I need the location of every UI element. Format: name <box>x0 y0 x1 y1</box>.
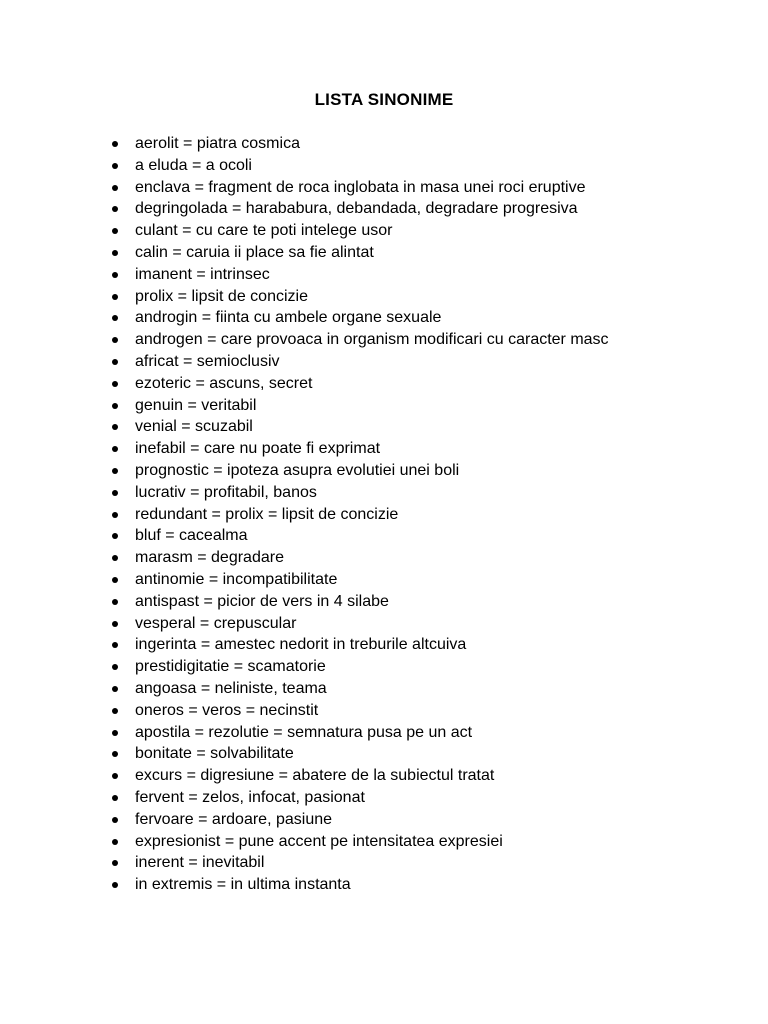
list-item-text: marasm = degradare <box>135 549 284 567</box>
list-item-text: bonitate = solvabilitate <box>135 745 294 763</box>
list-item-text: oneros = veros = necinstit <box>135 701 319 719</box>
bullet-icon <box>112 446 118 452</box>
list-item-text: vesperal = crepuscular <box>135 614 297 632</box>
list-item-text: ezoteric = ascuns, secret <box>135 374 313 392</box>
list-item-text: angoasa = neliniste, teama <box>135 679 327 697</box>
list-item-text: calin = caruia ii place sa fie alintat <box>135 243 374 261</box>
bullet-icon <box>112 228 118 234</box>
list-item-text: bluf = cacealma <box>135 527 248 545</box>
list-item-text: aerolit = piatra cosmica <box>135 135 300 152</box>
bullet-icon <box>112 686 118 692</box>
list-item-text: antispast = picior de vers in 4 silabe <box>135 592 389 610</box>
bullet-icon <box>112 795 118 801</box>
bullet-icon <box>112 403 118 409</box>
bullet-icon <box>112 860 118 866</box>
bullet-icon <box>112 817 118 823</box>
bullet-icon <box>112 533 118 539</box>
list-item-text: expresionist = pune accent pe intensitatea expresiei <box>135 832 503 850</box>
bullet-icon <box>112 315 118 321</box>
page-title: LISTA SINONIME <box>314 90 454 109</box>
list-item-text: androgen = care provoaca in organism modificari cu caracter masc <box>135 331 609 349</box>
list-item-text: imanent = intrinsec <box>135 265 270 283</box>
bullet-icon <box>112 621 118 627</box>
bullet-icon <box>112 839 118 845</box>
bullet-icon <box>112 555 118 561</box>
list-item-text: culant = cu care te poti intelege usor <box>135 222 393 240</box>
list-item-text: inerent = inevitabil <box>135 854 265 872</box>
list-item-text: prolix = lipsit de concizie <box>135 287 308 305</box>
list-item-text: genuin = veritabil <box>135 396 257 414</box>
bullet-icon <box>112 359 118 365</box>
bullet-icon <box>112 163 118 169</box>
list-item-text: prognostic = ipoteza asupra evolutiei unei boli <box>135 461 460 479</box>
bullet-icon <box>112 337 118 343</box>
list-item-text: excurs = digresiune = abatere de la subiectul tratat <box>135 767 495 785</box>
bullet-icon <box>112 272 118 278</box>
bullet-icon <box>112 730 118 736</box>
list-item-text: antinomie = incompatibilitate <box>135 570 338 588</box>
bullet-icon <box>112 468 118 474</box>
bullet-icon <box>112 773 118 779</box>
bullet-icon <box>112 882 118 888</box>
list-item-text: androgin = fiinta cu ambele organe sexuale <box>135 309 442 327</box>
list-item-text: prestidigitatie = scamatorie <box>135 658 326 676</box>
list-item-text: apostila = rezolutie = semnatura pusa pe un act <box>135 723 473 741</box>
bullet-icon <box>112 294 118 300</box>
bullet-icon <box>112 250 118 256</box>
bullet-icon <box>112 599 118 605</box>
bullet-icon <box>112 185 118 191</box>
bullet-icon <box>112 141 118 147</box>
list-item-text: degringolada = harababura, debandada, degradare progresiva <box>135 200 578 218</box>
bullet-icon <box>112 664 118 670</box>
list-item-text: enclava = fragment de roca inglobata in masa unei roci eruptive <box>135 178 586 196</box>
list-item-text: fervoare = ardoare, pasiune <box>135 810 333 828</box>
list-item-text: in extremis = in ultima instanta <box>135 876 351 894</box>
bullet-icon <box>112 512 118 518</box>
bullet-icon <box>112 642 118 648</box>
bullet-icon <box>112 751 118 757</box>
list-item-text: a eluda = a ocoli <box>135 156 252 174</box>
bullet-icon <box>112 381 118 387</box>
list-item-text: africat = semioclusiv <box>135 352 280 370</box>
list-item-text: lucrativ = profitabil, banos <box>135 483 317 501</box>
bullet-icon <box>112 206 118 212</box>
bullet-icon <box>112 490 118 496</box>
list-item-text: redundant = prolix = lipsit de concizie <box>135 505 399 523</box>
bullet-icon <box>112 424 118 430</box>
list-item-text: venial = scuzabil <box>135 418 253 436</box>
bullet-icon <box>112 708 118 714</box>
list-item-text: fervent = zelos, infocat, pasionat <box>135 788 365 806</box>
list-item-text: ingerinta = amestec nedorit in treburile altcuiva <box>135 636 467 654</box>
bullet-icon <box>112 577 118 583</box>
list-item-text: inefabil = care nu poate fi exprimat <box>135 440 381 458</box>
